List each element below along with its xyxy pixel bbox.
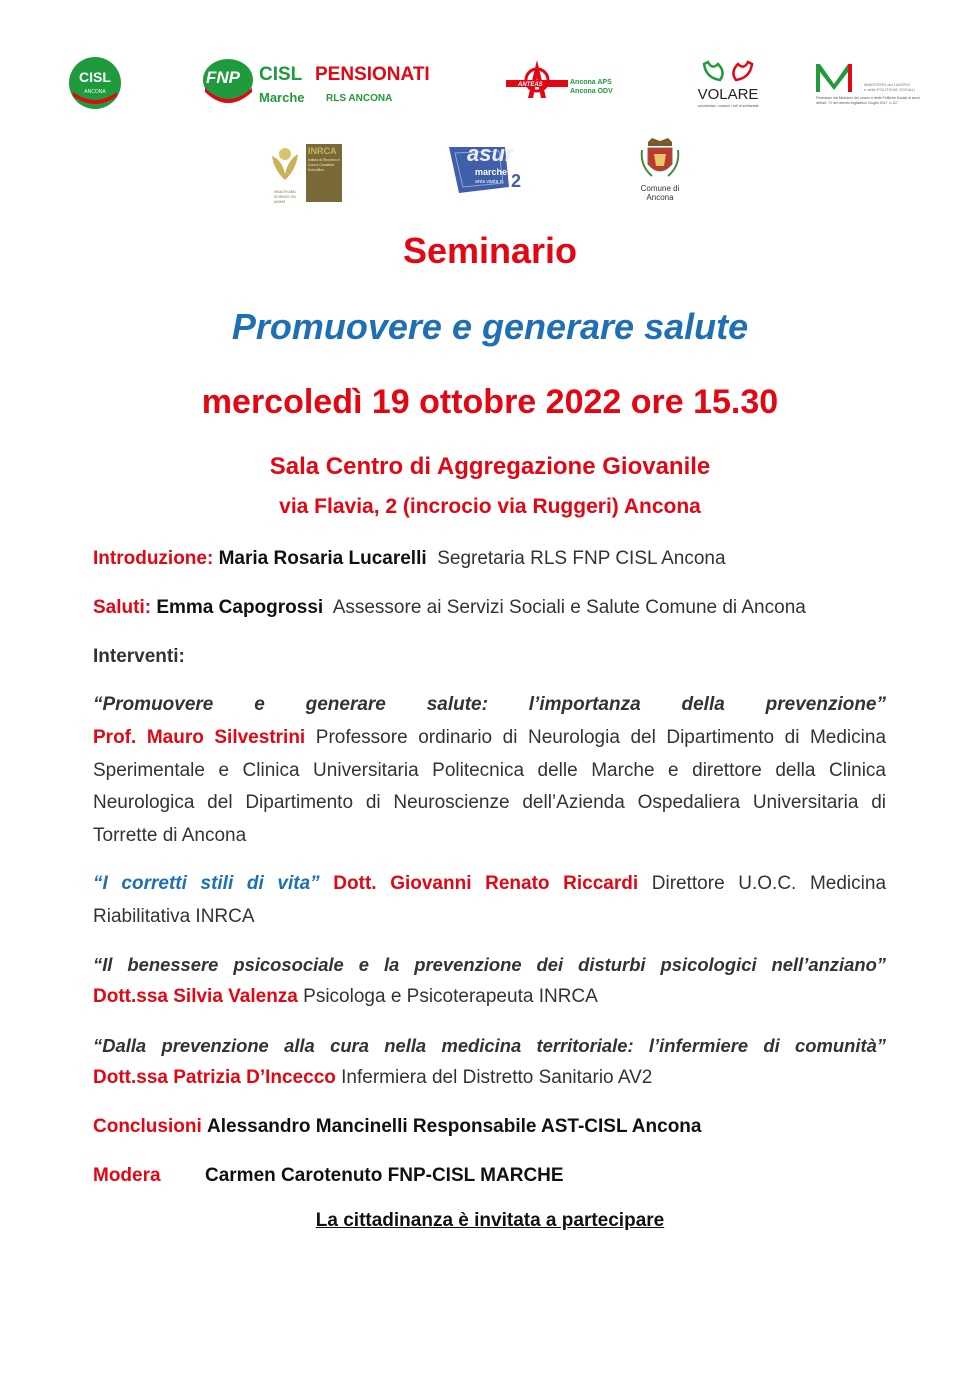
fnp-label: FNP <box>206 68 240 87</box>
modera-text: Carmen Carotenuto FNP-CISL MARCHE <box>205 1165 564 1186</box>
asur-line1: marche <box>475 167 508 177</box>
modera-label: Modera <box>93 1165 161 1186</box>
volare-hands-icon <box>700 60 756 86</box>
seminar-title: Promuovere e generare salute <box>231 306 749 347</box>
inrca-name: INRCA <box>308 146 337 156</box>
talk-1-body <box>93 722 886 852</box>
seminar-date: mercoledì 19 ottobre 2022 ore 15.30 <box>201 383 779 421</box>
logo-anteas <box>506 58 626 104</box>
interventi-label: Interventi: <box>93 646 185 667</box>
inrca-leaf-icon <box>266 146 304 182</box>
logo-ministero <box>814 60 924 110</box>
venue: Sala Centro di Aggregazione Giovanile <box>269 453 711 480</box>
ministero-note: Finanziato dal Ministero del Lavoro e delle Politiche Sociali ai sensi dell'art. 72 del decreto legislativo 3 luglio 2017, n.117 <box>816 96 920 105</box>
asur-line2: area vasta n. <box>475 179 504 185</box>
fnp-cisl-label: CISL <box>259 64 303 85</box>
talk-1-speaker: Prof. Mauro Silvestrini <box>93 727 306 748</box>
logo-inrca <box>266 144 342 206</box>
comune-line1: Comune di <box>640 184 680 193</box>
logo-asur <box>449 143 529 197</box>
logo-fnp-cisl-pensionati <box>202 58 442 110</box>
conclusioni-label: Conclusioni <box>93 1116 202 1137</box>
intro-line <box>93 543 886 576</box>
inrca-sub: Istituto di Ricovero e Cura a Carattere Scientifico <box>308 158 340 172</box>
talk-2 <box>93 868 886 933</box>
conclusioni-text: Alessandro Mancinelli Responsabile AST-CISL Ancona <box>207 1116 702 1137</box>
seminar-kind: Seminario <box>402 230 578 271</box>
logo-volare <box>690 60 766 112</box>
intro-name: Maria Rosaria Lucarelli <box>218 548 427 569</box>
saluti-role: Assessore ai Servizi Sociali e Salute Comune di Ancona <box>332 597 806 618</box>
volare-sub: volontariato • anziani • reti di solidarietà <box>697 104 759 108</box>
volare-name: VOLARE <box>697 86 759 103</box>
fnp-pensionati-label: PENSIONATI <box>315 64 430 85</box>
talk-4-title: “Dalla prevenzione alla cura nella medicina territoriale: l’infermiere di comunità” <box>93 1035 886 1056</box>
talk-2-speaker: Dott. Giovanni Renato Riccardi <box>333 873 639 894</box>
modera-line <box>93 1160 886 1193</box>
asur-num: 2 <box>511 171 522 191</box>
talk-2-desc: Direttore U.O.C. Medicina Riabilitativa INRCA <box>93 873 887 927</box>
anteas-name: ANTEAS <box>518 82 543 88</box>
talk-1-title: “Promuovere e generare salute: l’importanza della prevenzione” <box>93 694 886 715</box>
fnp-rls-label: RLS ANCONA <box>326 93 393 104</box>
intro-label: Introduzione: <box>93 548 214 569</box>
asur-name: asur <box>467 141 514 166</box>
anteas-line1: Ancona APS <box>570 79 612 86</box>
talk-3-desc: Psicologa e Psicoterapeuta INRCA <box>303 986 598 1007</box>
talk-3-speaker: Dott.ssa Silvia Valenza <box>93 986 298 1007</box>
talk-1-desc: Professore ordinario di Neurologia del Dipartimento di Medicina Sperimentale e Clinica Universitaria Politecnica delle Marche e direttore della Clinica Neurologica del Dipartimento di Neuroscienze dell’Azienda Ospedaliera Universitaria di Torrette di Ancona <box>93 727 887 846</box>
talk-4-desc: Infermiera del Distretto Sanitario AV2 <box>341 1067 653 1088</box>
invitation-footer: La cittadinanza è invitata a partecipare <box>315 1210 665 1231</box>
anteas-logo-icon <box>506 58 568 102</box>
logo-cisl <box>68 56 122 110</box>
fnp-marche-label: Marche <box>259 90 305 105</box>
inrca-tag: HEALTH AND SCIENCE ON AGING <box>274 190 296 204</box>
comune-crest-icon <box>638 136 682 182</box>
saluti-line <box>93 592 886 625</box>
logo-comune-ancona <box>636 136 684 204</box>
talk-3-title: “Il benessere psicosociale e la prevenzione dei disturbi psicologici nell’anziano” <box>93 954 886 975</box>
address: via Flavia, 2 (incrocio via Ruggeri) Ancona <box>279 495 701 518</box>
conclusioni-line <box>93 1111 886 1144</box>
comune-line2: Ancona <box>646 193 674 202</box>
saluti-label: Saluti: <box>93 597 152 618</box>
talk-4-speaker: Dott.ssa Patrizia D’Incecco <box>93 1067 336 1088</box>
ministero-line1: MINISTERO del LAVORO <box>864 82 911 87</box>
cisl-logo-sub: ANCONA <box>84 89 106 95</box>
talk-3-body <box>93 981 886 1014</box>
talk-4-body <box>93 1062 886 1095</box>
ministero-line2: e delle POLITICHE SOCIALI <box>864 87 915 92</box>
cisl-logo-text: CISL <box>79 69 111 85</box>
ministero-m-icon <box>814 60 860 94</box>
anteas-line2: Ancona ODV <box>570 88 613 95</box>
talk-2-title: “I corretti stili di vita” <box>93 873 320 894</box>
saluti-name: Emma Capogrossi <box>156 597 324 618</box>
intro-role: Segretaria RLS FNP CISL Ancona <box>437 548 726 569</box>
